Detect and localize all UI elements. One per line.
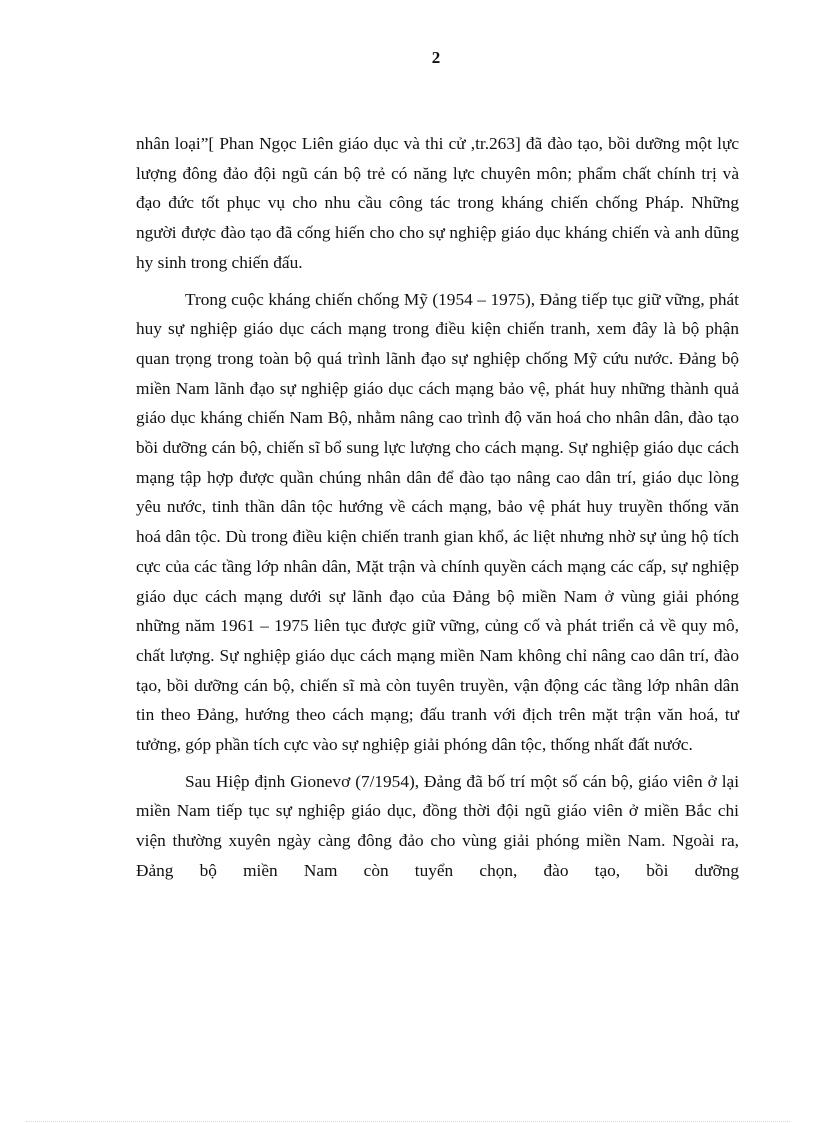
page-number: 2 [431, 48, 441, 67]
paragraph-resistance-against-america: Trong cuộc kháng chiến chống Mỹ (1954 – 1975), Đảng tiếp tục giữ vững, phát huy sự nghiệp giáo dục cách mạng trong điều kiện chiến tranh, xem đây là bộ phận quan trọng trong toàn bộ quá trình lãnh đạo sự nghiệp chống Mỹ cứu nước. Đảng bộ miền Nam lãnh đạo sự nghiệp giáo dục cách mạng bảo vệ, phát huy những thành quả giáo dục kháng chiến Nam Bộ, nhằm nâng cao trình độ văn hoá cho nhân dân, đào tạo bồi dưỡng cán bộ, chiến sĩ bổ sung lực lượng cho cách mạng. Sự nghiệp giáo dục cách mạng tập hợp được quần chúng nhân dân để đào tạo nâng cao dân trí, giáo dục lòng yêu nước, tinh thần dân tộc hướng về cách mạng, bảo vệ phát huy truyền thống văn hoá dân tộc. Dù trong điều kiện chiến tranh gian khổ, ác liệt nhưng nhờ sự ủng hộ tích cực của các tầng lớp nhân dân, Mặt trận và chính quyền cách mạng các cấp, sự nghiệp giáo dục cách mạng dưới sự lãnh đạo của Đảng bộ miền Nam ở vùng giải phóng những năm 1961 – 1975 liên tục được giữ vững, củng cố và phát triển cả về quy mô, chất lượng. Sự nghiệp giáo dục cách mạng miền Nam không chỉ nâng cao dân trí, đào tạo, bồi dưỡng cán bộ, chiến sĩ mà còn tuyên truyền, vận động các tầng lớp nhân dân tin theo Đảng, hướng theo cách mạng; đấu tranh với địch trên mặt trận văn hoá, tư tưởng, góp phần tích cực vào sự nghiệp giải phóng dân tộc, thống nhất đất nước. [136, 289, 739, 755]
paragraph-geneva-agreement: Sau Hiệp định Gionevơ (7/1954), Đảng đã bố trí một số cán bộ, giáo viên ở lại miền Nam tiếp tục sự nghiệp giáo dục, đồng thời đội ngũ giáo viên ở miền Bắc chi viện thường xuyên ngày càng đông đảo cho vùng giải phóng miền Nam. Ngoài ra, Đảng bộ miền Nam còn tuyển chọn, đào tạo, bồi dưỡng [136, 771, 739, 880]
document-body [136, 129, 739, 893]
paragraph-continuation: nhân loại”[ Phan Ngọc Liên giáo dục và thi cử ,tr.263] đã đào tạo, bồi dưỡng một lực lượng đông đảo đội ngũ cán bộ trẻ có năng lực chuyên môn; phẩm chất chính trị và đạo đức tốt phục vụ cho nhu cầu công tác trong kháng chiến chống Pháp. Những người được đào tạo đã cống hiến cho cho sự nghiệp giáo dục kháng chiến và anh dũng hy sinh trong chiến đấu. [136, 134, 739, 272]
page-bottom-divider [26, 1121, 790, 1122]
